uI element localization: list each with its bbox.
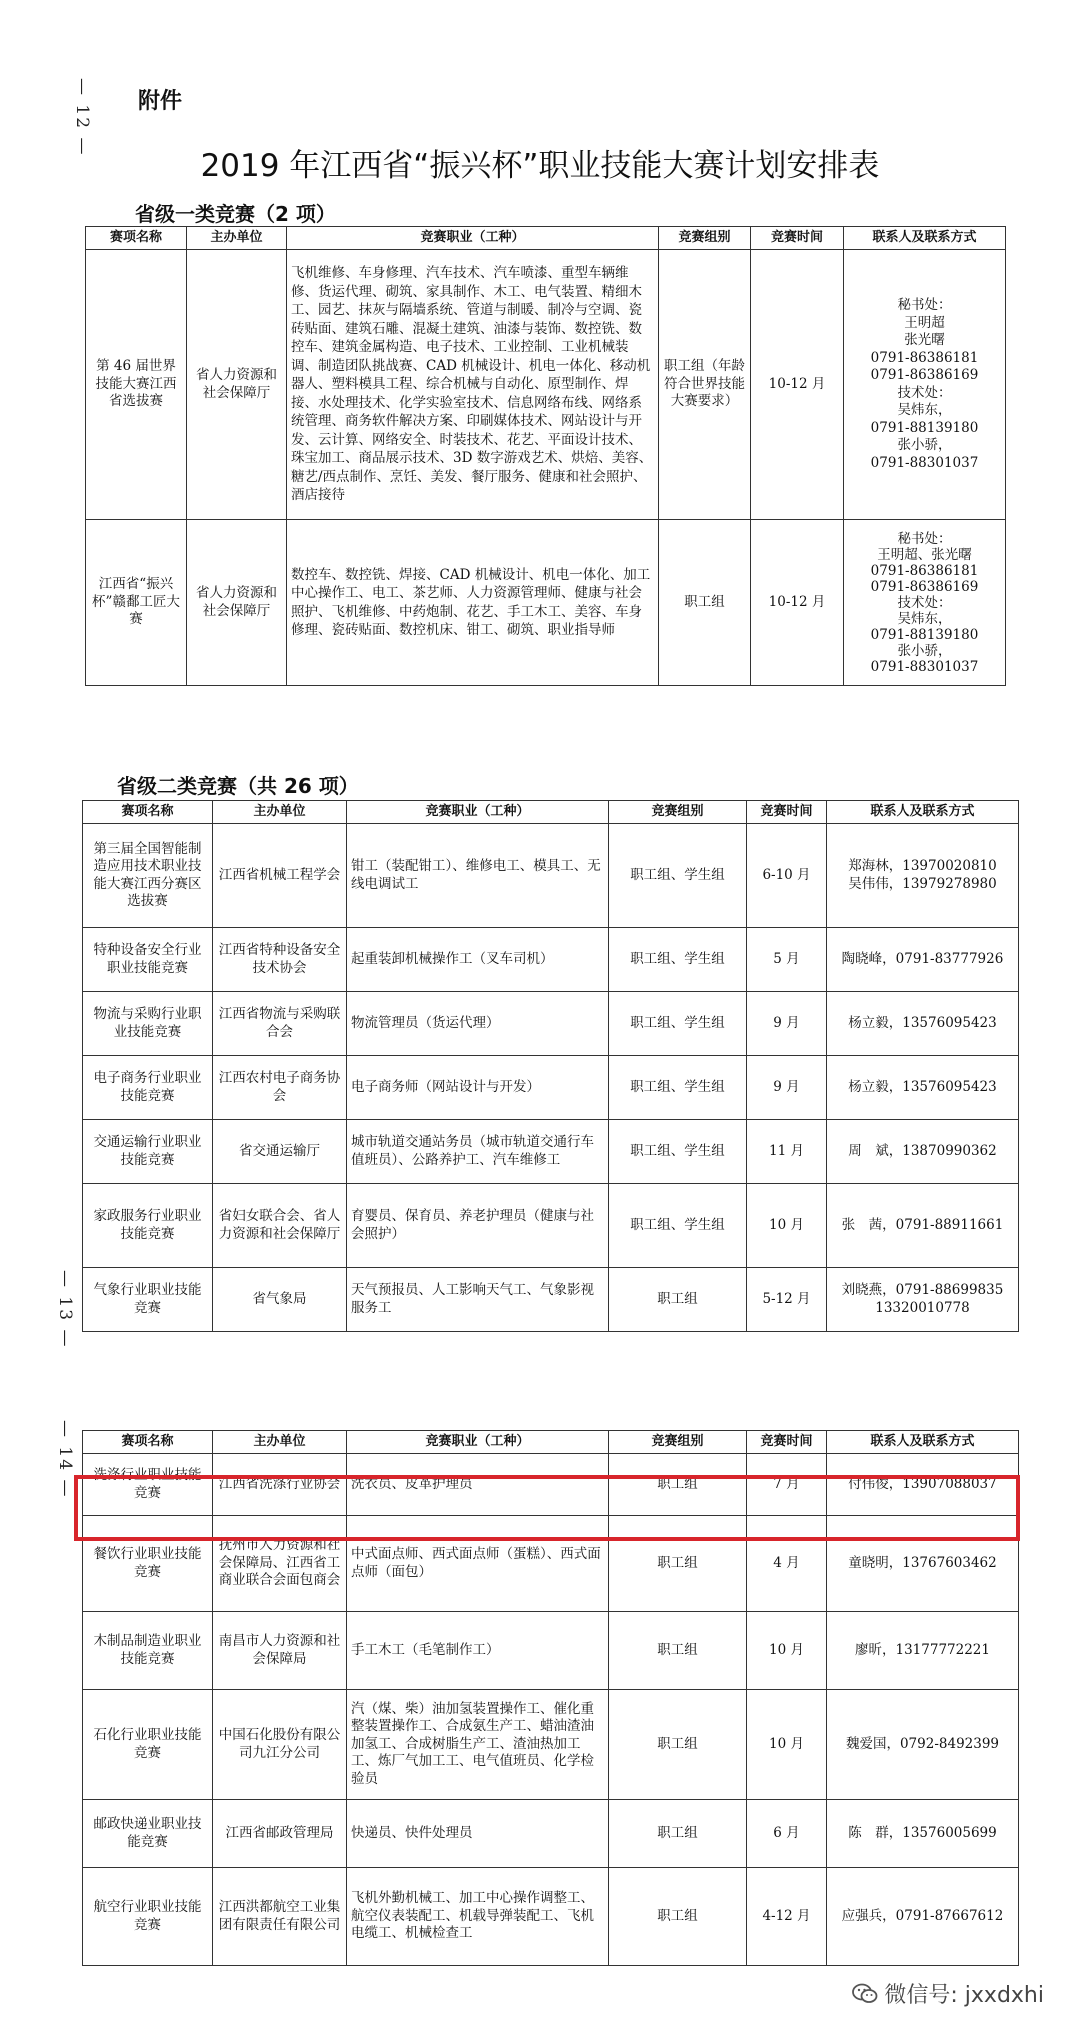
row-time: 4 月 [747, 1516, 827, 1612]
header-name: 赛项名称 [83, 801, 213, 824]
table-row [83, 824, 1019, 928]
row-contact: 杨立毅，13576095423 [827, 1056, 1019, 1120]
row-time: 5-12 月 [747, 1268, 827, 1332]
row-group: 职工组、学生组 [609, 824, 747, 928]
row-name: 第 46 届世界技能大赛江西省选拔赛 [86, 250, 187, 520]
row-group: 职工组（年龄符合世界技能大赛要求） [659, 250, 751, 520]
header-org: 主办单位 [213, 1431, 347, 1454]
header-group: 竞赛组别 [609, 801, 747, 824]
row-jobs: 飞机维修、车身修理、汽车技术、汽车喷漆、重型车辆维修、货运代理、砌筑、家具制作、木工、电气装置、精细木工、园艺、抹灰与隔墙系统、管道与制暖、制冷与空调、瓷砖贴面、建筑石雕、混凝土建筑、油漆与装饰、数控铣、数控车、建筑金属构造、电子技术、工业控制、工业机械装调、制造团队挑战赛、CAD 机械设计、机电一体化、移动机器人、塑料模具工程、综合机械与自动化、原型制作、焊接、水处理技术、化学实验室技术、信息网络布线、网络系统管理、商务软件解决方案、印刷媒体技术、网站设计与开发、云计算、网络安全、时装技术、花艺、平面设计技术、珠宝加工、商品展示技术、3D 数字游戏艺术、烘焙、美容、糖艺/西点制作、烹饪、美发、餐厅服务、健康和社会照护、酒店接待 [287, 250, 659, 520]
watermark-text: 微信号: jxxdxhi [884, 1983, 1044, 2008]
table-header-row [83, 801, 1019, 824]
row-name: 物流与采购行业职业技能竞赛 [83, 992, 213, 1056]
section1-heading: 省级一类竞赛（2 项） [135, 202, 336, 226]
header-name: 赛项名称 [83, 1431, 213, 1454]
row-group: 职工组、学生组 [609, 928, 747, 992]
row-time: 7 月 [747, 1454, 827, 1516]
row-org: 江西省洗涤行业协会 [213, 1454, 347, 1516]
row-name: 交通运输行业职业技能竞赛 [83, 1120, 213, 1184]
margin-page-number: — 14 — [55, 1420, 75, 1499]
row-name: 电子商务行业职业技能竞赛 [83, 1056, 213, 1120]
row-jobs: 中式面点师、西式面点师（蛋糕）、西式面点师（面包） [347, 1516, 609, 1612]
row-jobs: 钳工（装配钳工）、维修电工、模具工、无线电调试工 [347, 824, 609, 928]
page-title: 2019 年江西省“振兴杯”职业技能大赛计划安排表 [200, 148, 880, 184]
row-time: 10 月 [747, 1184, 827, 1268]
row-contact: 陶晓峰，0791-83777926 [827, 928, 1019, 992]
row-jobs: 数控车、数控铣、焊接、CAD 机械设计、机电一体化、加工中心操作工、电工、茶艺师、人力资源管理师、健康与社会照护、飞机维修、中药炮制、花艺、手工木工、美容、车身修理、瓷砖贴面、数控机床、钳工、砌筑、职业指导师 [287, 520, 659, 686]
header-time: 竞赛时间 [747, 801, 827, 824]
row-time: 10-12 月 [751, 250, 844, 520]
row-group: 职工组、学生组 [609, 1120, 747, 1184]
table-row [86, 250, 1006, 520]
wechat-icon [852, 1983, 878, 2005]
attachment-label: 附件 [138, 89, 183, 114]
row-contact: 张 茜，0791-88911661 [827, 1184, 1019, 1268]
row-name: 石化行业职业技能竞赛 [83, 1690, 213, 1800]
table-row [83, 1184, 1019, 1268]
row-contact: 郑海林，13970020810 吴伟伟，13979278980 [827, 824, 1019, 928]
row-name: 邮政快递业职业技能竞赛 [83, 1800, 213, 1868]
row-org: 江西洪都航空工业集团有限责任有限公司 [213, 1868, 347, 1966]
row-contact: 秘书处： 王明超、张光曙 0791-86386181 0791-86386169 技术处： 吴炜东， 0791-88139180 张小骄， 0791-88301037 [844, 520, 1006, 686]
row-group: 职工组 [609, 1690, 747, 1800]
row-org: 省气象局 [213, 1268, 347, 1332]
row-time: 10 月 [747, 1612, 827, 1690]
table-row [83, 1868, 1019, 1966]
table-row [86, 520, 1006, 686]
header-group: 竞赛组别 [609, 1431, 747, 1454]
row-contact: 童晓明，13767603462 [827, 1516, 1019, 1612]
header-jobs: 竞赛职业（工种） [287, 227, 659, 250]
row-contact: 廖昕，13177772221 [827, 1612, 1019, 1690]
row-time: 5 月 [747, 928, 827, 992]
section2-table [82, 800, 1019, 1332]
row-jobs: 育婴员、保育员、养老护理员（健康与社会照护） [347, 1184, 609, 1268]
row-org: 江西农村电子商务协会 [213, 1056, 347, 1120]
row-contact: 陈 群，13576005699 [827, 1800, 1019, 1868]
highlight-box [74, 1475, 1020, 1541]
row-name: 航空行业职业技能竞赛 [83, 1868, 213, 1966]
row-contact: 秘书处： 王明超 张光曙 0791-86386181 0791-86386169 技术处： 吴炜东， 0791-88139180 张小骄， 0791-88301037 [844, 250, 1006, 520]
header-contact: 联系人及联系方式 [827, 1431, 1019, 1454]
row-name: 家政服务行业职业技能竞赛 [83, 1184, 213, 1268]
table-row [83, 928, 1019, 992]
row-time: 4-12 月 [747, 1868, 827, 1966]
row-group: 职工组 [609, 1868, 747, 1966]
header-name: 赛项名称 [86, 227, 187, 250]
row-jobs: 电子商务师（网站设计与开发） [347, 1056, 609, 1120]
row-contact: 周 斌，13870990362 [827, 1120, 1019, 1184]
row-org: 江西省机械工程学会 [213, 824, 347, 928]
row-contact: 刘晓燕，0791-88699835 13320010778 [827, 1268, 1019, 1332]
row-org: 省人力资源和社会保障厅 [187, 250, 287, 520]
row-org: 江西省物流与采购联合会 [213, 992, 347, 1056]
row-jobs: 洗衣员、皮革护理员 [347, 1454, 609, 1516]
row-name: 木制品制造业职业技能竞赛 [83, 1612, 213, 1690]
row-group: 职工组 [659, 520, 751, 686]
row-jobs: 天气预报员、人工影响天气工、气象影视服务工 [347, 1268, 609, 1332]
row-org: 江西省特种设备安全技术协会 [213, 928, 347, 992]
table-header-row [86, 227, 1006, 250]
row-time: 10-12 月 [751, 520, 844, 686]
row-contact: 杨立毅，13576095423 [827, 992, 1019, 1056]
row-jobs: 快递员、快件处理员 [347, 1800, 609, 1868]
row-time: 11 月 [747, 1120, 827, 1184]
row-group: 职工组 [609, 1516, 747, 1612]
row-contact: 付伟俊，13907088037 [827, 1454, 1019, 1516]
row-jobs: 物流管理员（货运代理） [347, 992, 609, 1056]
header-jobs: 竞赛职业（工种） [347, 1431, 609, 1454]
margin-page-number: — 13 — [55, 1270, 75, 1349]
row-name: 气象行业职业技能竞赛 [83, 1268, 213, 1332]
row-org: 省交通运输厅 [213, 1120, 347, 1184]
table-row [83, 1690, 1019, 1800]
row-time: 9 月 [747, 992, 827, 1056]
row-org: 省妇女联合会、省人力资源和社会保障厅 [213, 1184, 347, 1268]
row-contact: 应强兵，0791-87667612 [827, 1868, 1019, 1966]
row-org: 南昌市人力资源和社会保障局 [213, 1612, 347, 1690]
header-org: 主办单位 [213, 801, 347, 824]
row-name: 特种设备安全行业职业技能竞赛 [83, 928, 213, 992]
row-time: 10 月 [747, 1690, 827, 1800]
row-group: 职工组 [609, 1454, 747, 1516]
row-name: 江西省“振兴杯”赣鄱工匠大赛 [86, 520, 187, 686]
row-org: 省人力资源和社会保障厅 [187, 520, 287, 686]
row-group: 职工组 [609, 1612, 747, 1690]
row-org: 江西省邮政管理局 [213, 1800, 347, 1868]
table-row [83, 1800, 1019, 1868]
table-row [83, 1268, 1019, 1332]
header-time: 竞赛时间 [751, 227, 844, 250]
row-jobs: 起重装卸机械操作工（叉车司机） [347, 928, 609, 992]
row-group: 职工组、学生组 [609, 992, 747, 1056]
row-name: 第三届全国智能制造应用技术职业技能大赛江西分赛区选拔赛 [83, 824, 213, 928]
header-contact: 联系人及联系方式 [844, 227, 1006, 250]
row-name: 洗涤行业职业技能竞赛 [83, 1454, 213, 1516]
margin-page-number: — 12 — [72, 78, 92, 157]
table-row [83, 1612, 1019, 1690]
row-org: 抚州市人力资源和社会保障局、江西省工商业联合会面包商会 [213, 1516, 347, 1612]
header-contact: 联系人及联系方式 [827, 801, 1019, 824]
row-contact: 魏爱国，0792-8492399 [827, 1690, 1019, 1800]
row-jobs: 飞机外勤机械工、加工中心操作调整工、航空仪表装配工、机载导弹装配工、飞机电缆工、机械检查工 [347, 1868, 609, 1966]
watermark [852, 1978, 1044, 2009]
row-time: 9 月 [747, 1056, 827, 1120]
row-time: 6-10 月 [747, 824, 827, 928]
header-jobs: 竞赛职业（工种） [347, 801, 609, 824]
row-group: 职工组 [609, 1268, 747, 1332]
row-jobs: 城市轨道交通站务员（城市轨道交通行车值班员）、公路养护工、汽车维修工 [347, 1120, 609, 1184]
row-time: 6 月 [747, 1800, 827, 1868]
header-org: 主办单位 [187, 227, 287, 250]
row-name: 餐饮行业职业技能竞赛 [83, 1516, 213, 1612]
section1-table [85, 226, 1006, 686]
row-group: 职工组 [609, 1800, 747, 1868]
section2-heading: 省级二类竞赛（共 26 项） [117, 774, 359, 798]
header-time: 竞赛时间 [747, 1431, 827, 1454]
header-group: 竞赛组别 [659, 227, 751, 250]
row-group: 职工组、学生组 [609, 1056, 747, 1120]
row-jobs: 手工木工（毛笔制作工） [347, 1612, 609, 1690]
row-group: 职工组、学生组 [609, 1184, 747, 1268]
table-row [83, 992, 1019, 1056]
table-row [83, 1056, 1019, 1120]
table-header-row [83, 1431, 1019, 1454]
row-org: 中国石化股份有限公司九江分公司 [213, 1690, 347, 1800]
table-row [83, 1120, 1019, 1184]
row-jobs: 汽（煤、柴）油加氢装置操作工、催化重整装置操作工、合成氨生产工、蜡油渣油加氢工、合成树脂生产工、渣油热加工工、炼厂气加工工、电气值班员、化学检验员 [347, 1690, 609, 1800]
